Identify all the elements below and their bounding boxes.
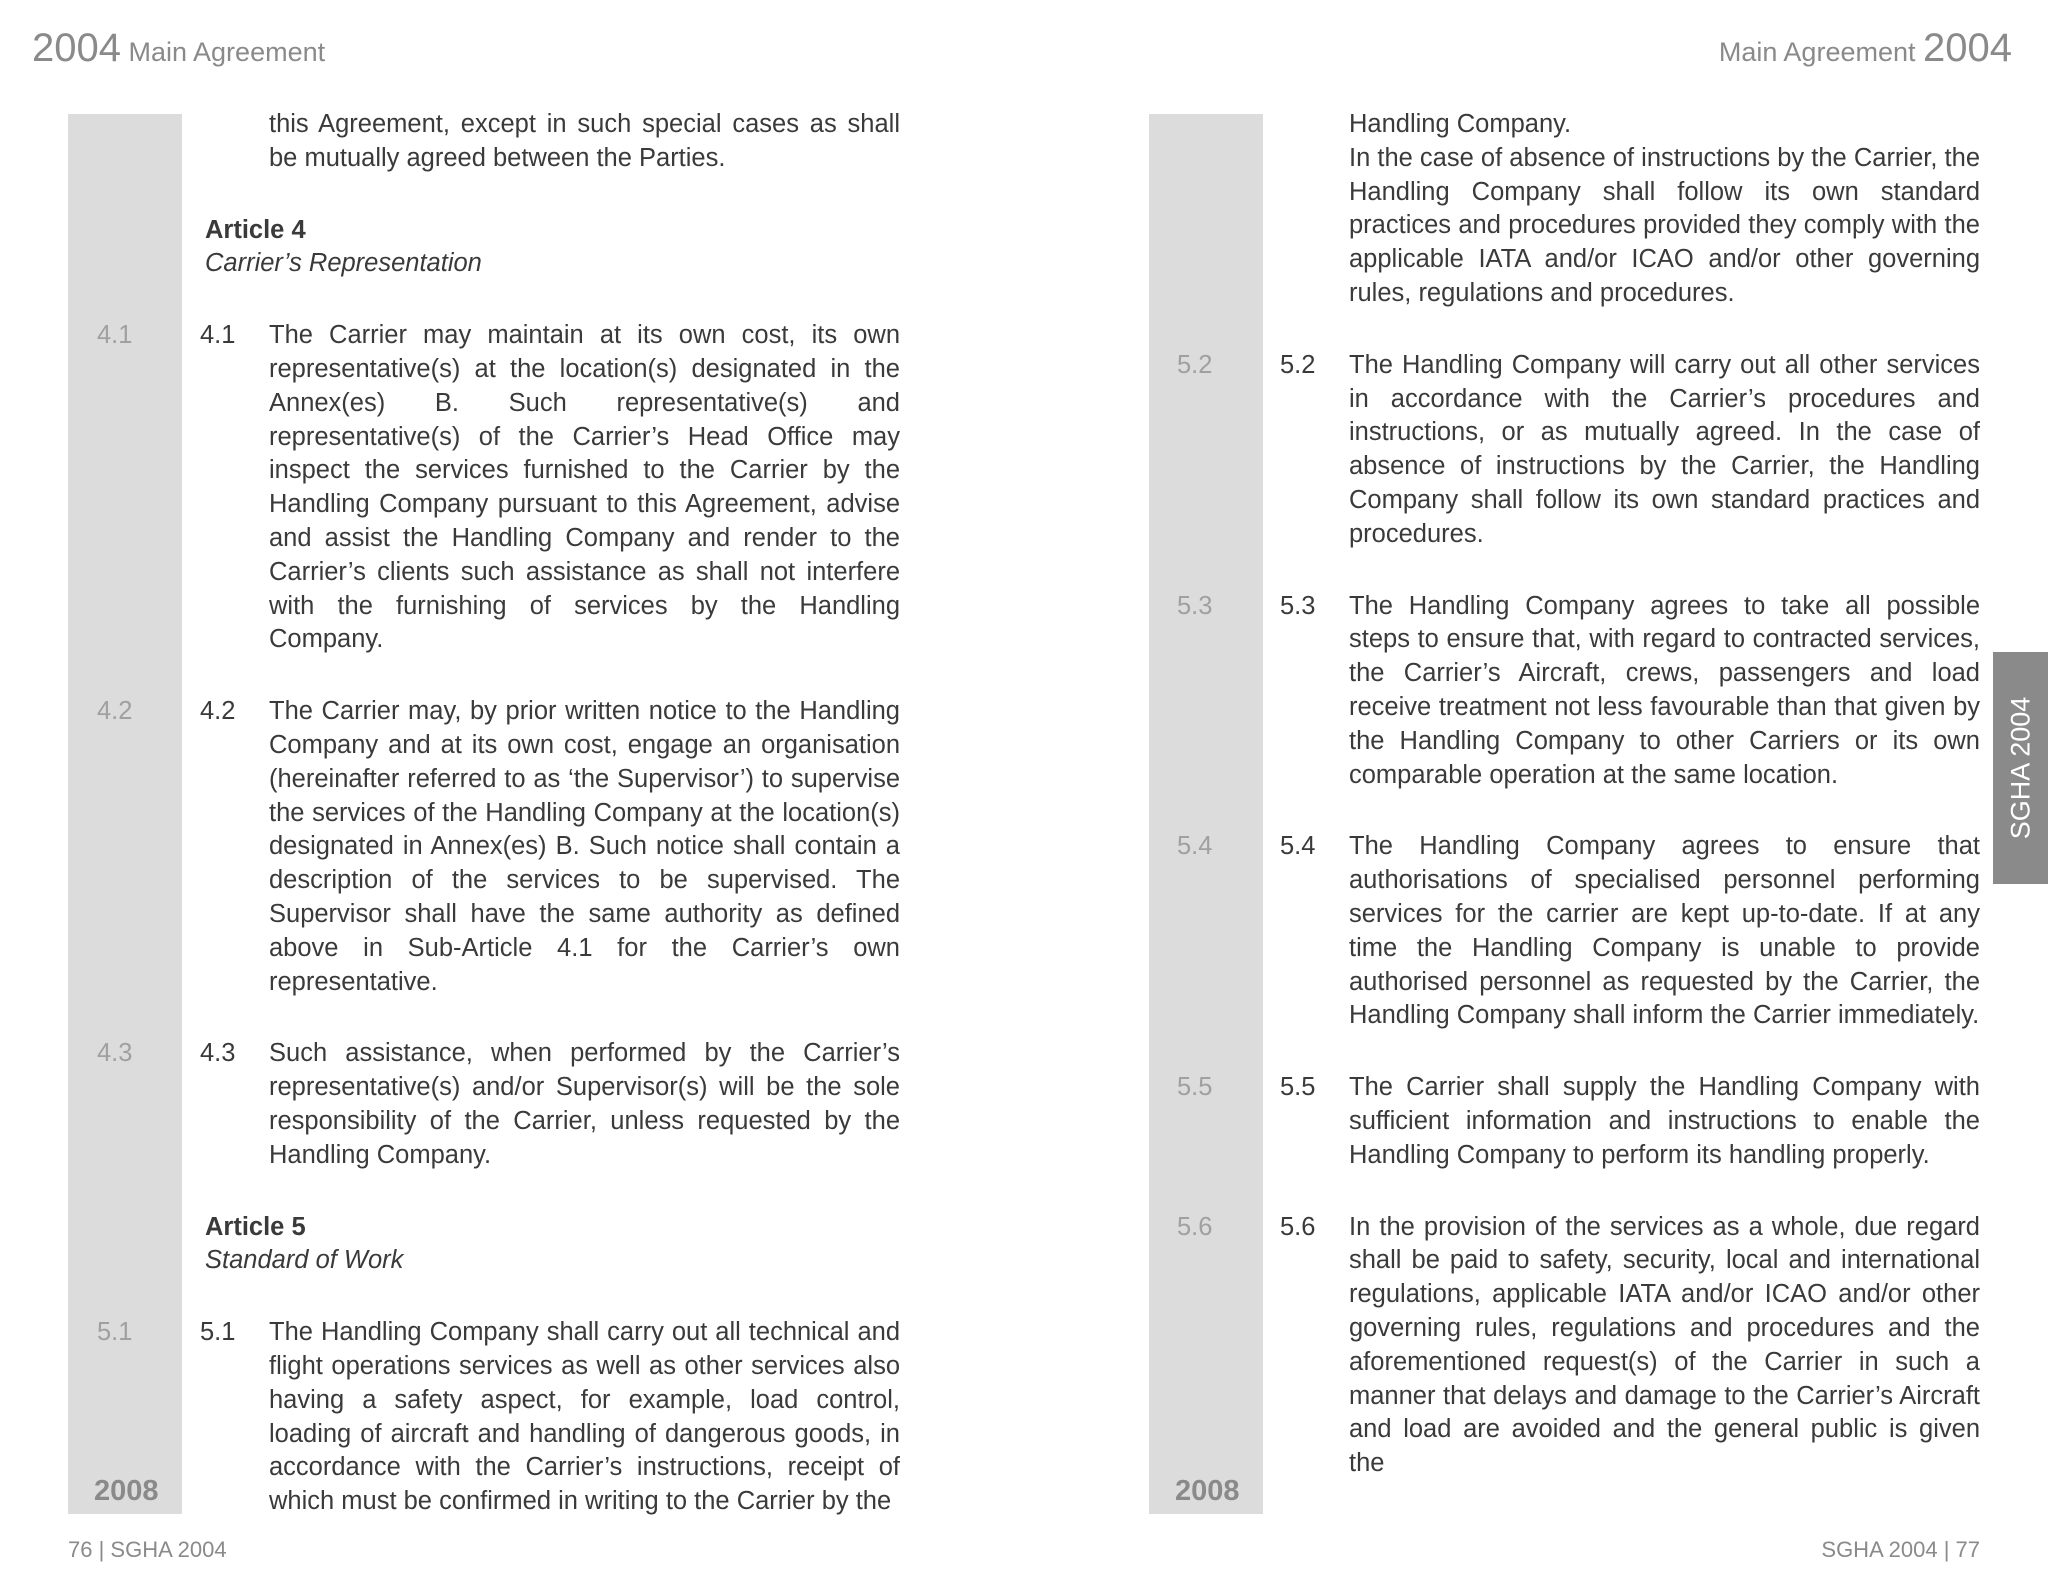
continuation-text: Handling Company. bbox=[1349, 110, 1572, 138]
margin-clause-number: 4.3 bbox=[97, 1039, 133, 1068]
clause-text: The Carrier shall supply the Handling Company with sufficient information and instructions to enable the Handling Company to perform its handling properly. bbox=[1349, 1073, 1980, 1169]
clause-text: The Handling Company will carry out all other services in accordance with the Carrier’s procedures and instructions, or as mutually agreed. In the case of absence of instructions by the Carrier, the Handling Company shall follow its own standard practices and procedures. bbox=[1349, 350, 1980, 548]
side-tab-label: SGHA 2004 bbox=[2005, 696, 2035, 840]
clause-number: 4.1 bbox=[200, 321, 236, 350]
clause-text: The Handling Company shall carry out all technical and flight operations services as well as other services also having a safety aspect, for example, load control, loading of aircraft and handling of dangerous goods, in accordance with the Carrier’s instructions, receipt of which must be confirmed in writing to the Carrier by the bbox=[269, 1318, 900, 1516]
clause-number: 4.2 bbox=[200, 697, 236, 726]
header-year: 2004 bbox=[32, 26, 121, 70]
clause bbox=[1177, 1211, 1980, 1481]
clause bbox=[97, 1037, 900, 1172]
clause-text: The Handling Company agrees to take all possible steps to ensure that, with regard to contracted services, the Carrier’s Aircraft, crews, passengers and load receive treatment not less favourable than that given by the Handling Company to other Carriers or its own comparable operation at the same location. bbox=[1349, 591, 1980, 789]
margin-clause-number: 5.1 bbox=[97, 1318, 133, 1347]
margin-year: 2008 bbox=[1175, 1475, 1240, 1507]
clause-number: 4.3 bbox=[200, 1039, 236, 1068]
clause bbox=[97, 319, 900, 657]
clause-text: The Carrier may maintain at its own cost, its own representative(s) at the location(s) designated in the Annex(es) B. Such representative(s) and representative(s) of the Carrier’s Head Office may inspect the services furnished to the Carrier by the Handling Company pursuant to this Agreement, advise and assist the Handling Company and render to the Carrier’s clients such assistance as shall not interfere with the furnishing of services by the Handling Company. bbox=[269, 321, 900, 654]
margin-clause-number: 5.3 bbox=[1177, 591, 1213, 620]
article-subtitle: Carrier’s Representation bbox=[205, 249, 482, 278]
clause bbox=[1177, 590, 1980, 793]
margin-clause-number: 4.2 bbox=[97, 697, 133, 726]
clause bbox=[97, 695, 900, 999]
article-title: Article 5 bbox=[205, 1212, 306, 1241]
clause-number: 5.1 bbox=[200, 1318, 236, 1347]
margin-year: 2008 bbox=[94, 1475, 159, 1507]
clause-text: The Handling Company agrees to ensure that authorisations of specialised personnel performing services for the carrier are kept up-to-date. If at any time the Handling Company is unable to provide authorised personnel as requested by the Carrier, the Handling Company shall inform the Carrier immediately. bbox=[1349, 832, 1980, 1030]
article-subtitle: Standard of Work bbox=[205, 1246, 404, 1275]
article-title: Article 4 bbox=[205, 215, 306, 244]
clause bbox=[1177, 349, 1980, 552]
clause-text: In the provision of the services as a whole, due regard shall be paid to safety, security, local and international regulations, applicable IATA and/or ICAO and/or other governing rules, regulations and procedures and the aforementioned request(s) of the Carrier in such a manner that delays and damage to the Carrier’s Aircraft and load are avoided and the general public is given the bbox=[1349, 1212, 1980, 1478]
right-page-body bbox=[1177, 108, 1980, 1481]
header-title: Main Agreement bbox=[1718, 37, 1916, 67]
margin-clause-number: 4.1 bbox=[97, 321, 133, 350]
clause-text: Such assistance, when performed by the Carrier’s representative(s) and/or Supervisor(s) will be the sole responsibility of the Carrier, unless requested by the Handling Company. bbox=[269, 1039, 900, 1169]
margin-clause-number: 5.4 bbox=[1177, 832, 1213, 861]
page-header-right bbox=[1719, 26, 2012, 71]
page-footer-right: SGHA 2004 | 77 bbox=[1821, 1537, 1980, 1562]
continuation-text: this Agreement, except in such special cases as shall be mutually agreed between the Parties. bbox=[269, 110, 900, 172]
clause bbox=[1177, 1071, 1980, 1172]
section-side-tab bbox=[1993, 652, 2048, 884]
page-header-left bbox=[32, 26, 325, 71]
clause-number: 5.4 bbox=[1280, 832, 1316, 861]
clause-number: 5.6 bbox=[1280, 1212, 1316, 1241]
page-footer-left: 76 | SGHA 2004 bbox=[68, 1537, 227, 1562]
clause-text: The Carrier may, by prior written notice to the Handling Company and at its own cost, engage an organisation (hereinafter referred to as ‘the Supervisor’) to supervise the services of the Handling Company at the location(s) designated in Annex(es) B. Such notice shall contain a description of the services to be supervised. The Supervisor shall have the same authority as defined above in Sub-Article 4.1 for the Carrier’s own representative. bbox=[269, 697, 900, 996]
clause-number: 5.3 bbox=[1280, 591, 1316, 620]
margin-clause-number: 5.5 bbox=[1177, 1073, 1213, 1102]
header-year: 2004 bbox=[1923, 26, 2012, 70]
clause bbox=[1177, 830, 1980, 1033]
margin-clause-number: 5.6 bbox=[1177, 1212, 1213, 1241]
header-title: Main Agreement bbox=[128, 37, 326, 67]
margin-clause-number: 5.2 bbox=[1177, 350, 1213, 379]
clause-number: 5.2 bbox=[1280, 350, 1316, 379]
clause-number: 5.5 bbox=[1280, 1073, 1316, 1102]
margin-bar-right bbox=[1149, 114, 1263, 1514]
continuation-text: In the case of absence of instructions by the Carrier, the Handling Company shall follow its own standard practices and procedures provided they comply with the applicable IATA and/or ICAO and/or other governing rules, regulations and procedures. bbox=[1349, 143, 1980, 307]
